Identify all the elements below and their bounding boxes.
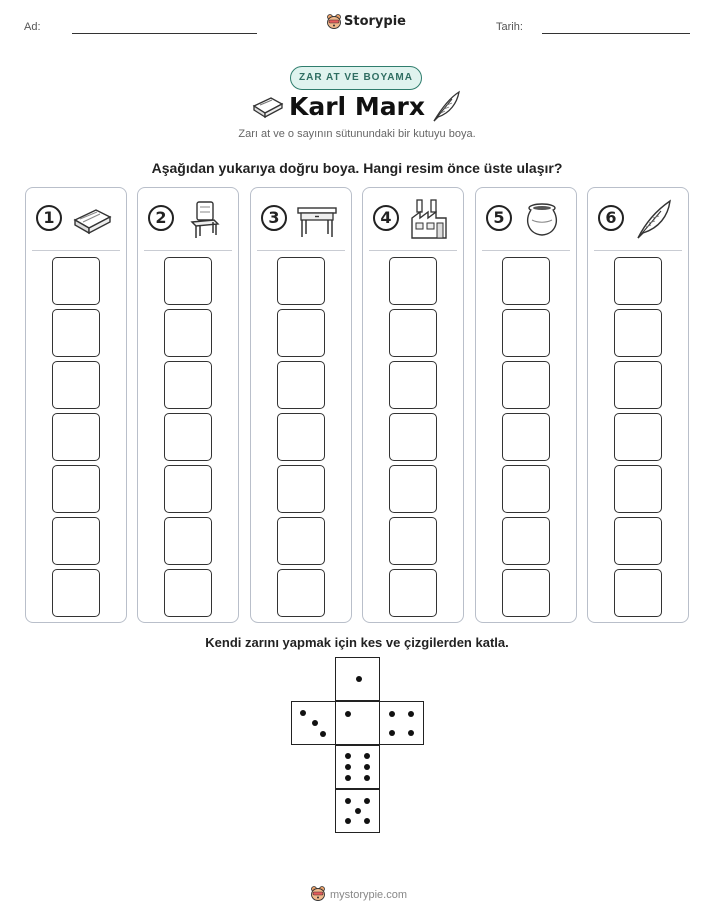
column-4 xyxy=(362,187,464,623)
pip xyxy=(389,711,395,717)
pip xyxy=(408,711,414,717)
color-box[interactable] xyxy=(389,413,437,461)
color-box[interactable] xyxy=(277,465,325,513)
column-5 xyxy=(475,187,577,623)
pip xyxy=(389,730,395,736)
column-2 xyxy=(137,187,239,623)
date-line[interactable] xyxy=(542,33,690,34)
column-3 xyxy=(250,187,352,623)
name-line[interactable] xyxy=(72,33,257,34)
color-box[interactable] xyxy=(52,257,100,305)
color-box[interactable] xyxy=(389,309,437,357)
die-face-four xyxy=(379,701,424,745)
pip xyxy=(345,798,351,804)
die-face-three xyxy=(291,701,336,745)
quill-feather-icon xyxy=(430,89,462,123)
color-box[interactable] xyxy=(164,517,212,565)
color-box[interactable] xyxy=(164,569,212,617)
die-face-one xyxy=(335,701,380,745)
factory-icon xyxy=(407,198,451,240)
pip xyxy=(345,764,351,770)
column-1 xyxy=(25,187,127,623)
color-box[interactable] xyxy=(277,361,325,409)
color-box[interactable] xyxy=(52,569,100,617)
color-box[interactable] xyxy=(164,361,212,409)
color-box[interactable] xyxy=(502,257,550,305)
die-face-six xyxy=(335,745,380,789)
date-label: Tarih: xyxy=(496,21,523,33)
pip xyxy=(408,730,414,736)
color-box[interactable] xyxy=(502,361,550,409)
color-box[interactable] xyxy=(614,309,662,357)
color-box[interactable] xyxy=(614,569,662,617)
color-box[interactable] xyxy=(52,361,100,409)
color-box[interactable] xyxy=(389,257,437,305)
color-box[interactable] xyxy=(502,569,550,617)
page-title: Karl Marx xyxy=(288,92,426,121)
pip xyxy=(356,676,362,682)
pip xyxy=(312,720,318,726)
brand-name: Storypie xyxy=(344,14,406,29)
pip xyxy=(364,818,370,824)
color-box[interactable] xyxy=(277,569,325,617)
column-number: 2 xyxy=(148,205,174,231)
quill-feather-icon xyxy=(632,198,676,240)
column-6 xyxy=(587,187,689,623)
pip xyxy=(364,775,370,781)
color-box[interactable] xyxy=(389,517,437,565)
color-box[interactable] xyxy=(614,361,662,409)
pip xyxy=(364,764,370,770)
pip xyxy=(355,808,361,814)
activity-badge: ZAR AT VE BOYAMA xyxy=(290,66,422,90)
color-box[interactable] xyxy=(502,465,550,513)
divider xyxy=(369,250,457,251)
divider xyxy=(594,250,682,251)
storypie-logo-icon xyxy=(326,13,342,30)
die-face-five xyxy=(335,789,380,833)
color-box[interactable] xyxy=(502,413,550,461)
color-box[interactable] xyxy=(52,309,100,357)
pip xyxy=(345,818,351,824)
color-box[interactable] xyxy=(277,257,325,305)
column-number: 3 xyxy=(261,205,287,231)
color-box[interactable] xyxy=(614,413,662,461)
dice-instruction: Kendi zarını yapmak için kes ve çizgilerden katla. xyxy=(205,635,509,650)
pip xyxy=(300,710,306,716)
footer-url[interactable]: mystorypie.com xyxy=(330,889,408,901)
chair-icon xyxy=(182,198,226,240)
color-box[interactable] xyxy=(389,569,437,617)
color-box[interactable] xyxy=(389,361,437,409)
name-label: Ad: xyxy=(24,21,41,33)
divider xyxy=(32,250,120,251)
color-box[interactable] xyxy=(164,465,212,513)
color-box[interactable] xyxy=(164,257,212,305)
color-box[interactable] xyxy=(502,517,550,565)
color-box[interactable] xyxy=(52,413,100,461)
pip xyxy=(320,731,326,737)
color-box[interactable] xyxy=(277,413,325,461)
color-box[interactable] xyxy=(502,309,550,357)
book-icon xyxy=(70,198,114,240)
column-number: 6 xyxy=(598,205,624,231)
die-face-one xyxy=(335,657,380,701)
pip xyxy=(364,798,370,804)
color-box[interactable] xyxy=(277,309,325,357)
color-box[interactable] xyxy=(614,465,662,513)
divider xyxy=(482,250,570,251)
pip xyxy=(345,775,351,781)
divider xyxy=(257,250,345,251)
color-box[interactable] xyxy=(614,517,662,565)
color-box[interactable] xyxy=(52,517,100,565)
coloring-instruction: Aşağıdan yukarıya doğru boya. Hangi resim önce üste ulaşır? xyxy=(151,160,563,176)
color-box[interactable] xyxy=(164,413,212,461)
divider xyxy=(144,250,232,251)
subtitle: Zarı at ve o sayının sütunundaki bir kutuyu boya. xyxy=(238,128,476,140)
pip xyxy=(364,753,370,759)
column-number: 4 xyxy=(373,205,399,231)
color-box[interactable] xyxy=(277,517,325,565)
color-box[interactable] xyxy=(614,257,662,305)
desk-icon xyxy=(295,198,339,240)
color-box[interactable] xyxy=(164,309,212,357)
pip xyxy=(345,753,351,759)
column-number: 1 xyxy=(36,205,62,231)
column-number: 5 xyxy=(486,205,512,231)
color-box[interactable] xyxy=(389,465,437,513)
pot-icon xyxy=(520,198,564,240)
pip xyxy=(345,711,351,717)
storypie-logo-icon xyxy=(310,885,326,902)
color-box[interactable] xyxy=(52,465,100,513)
